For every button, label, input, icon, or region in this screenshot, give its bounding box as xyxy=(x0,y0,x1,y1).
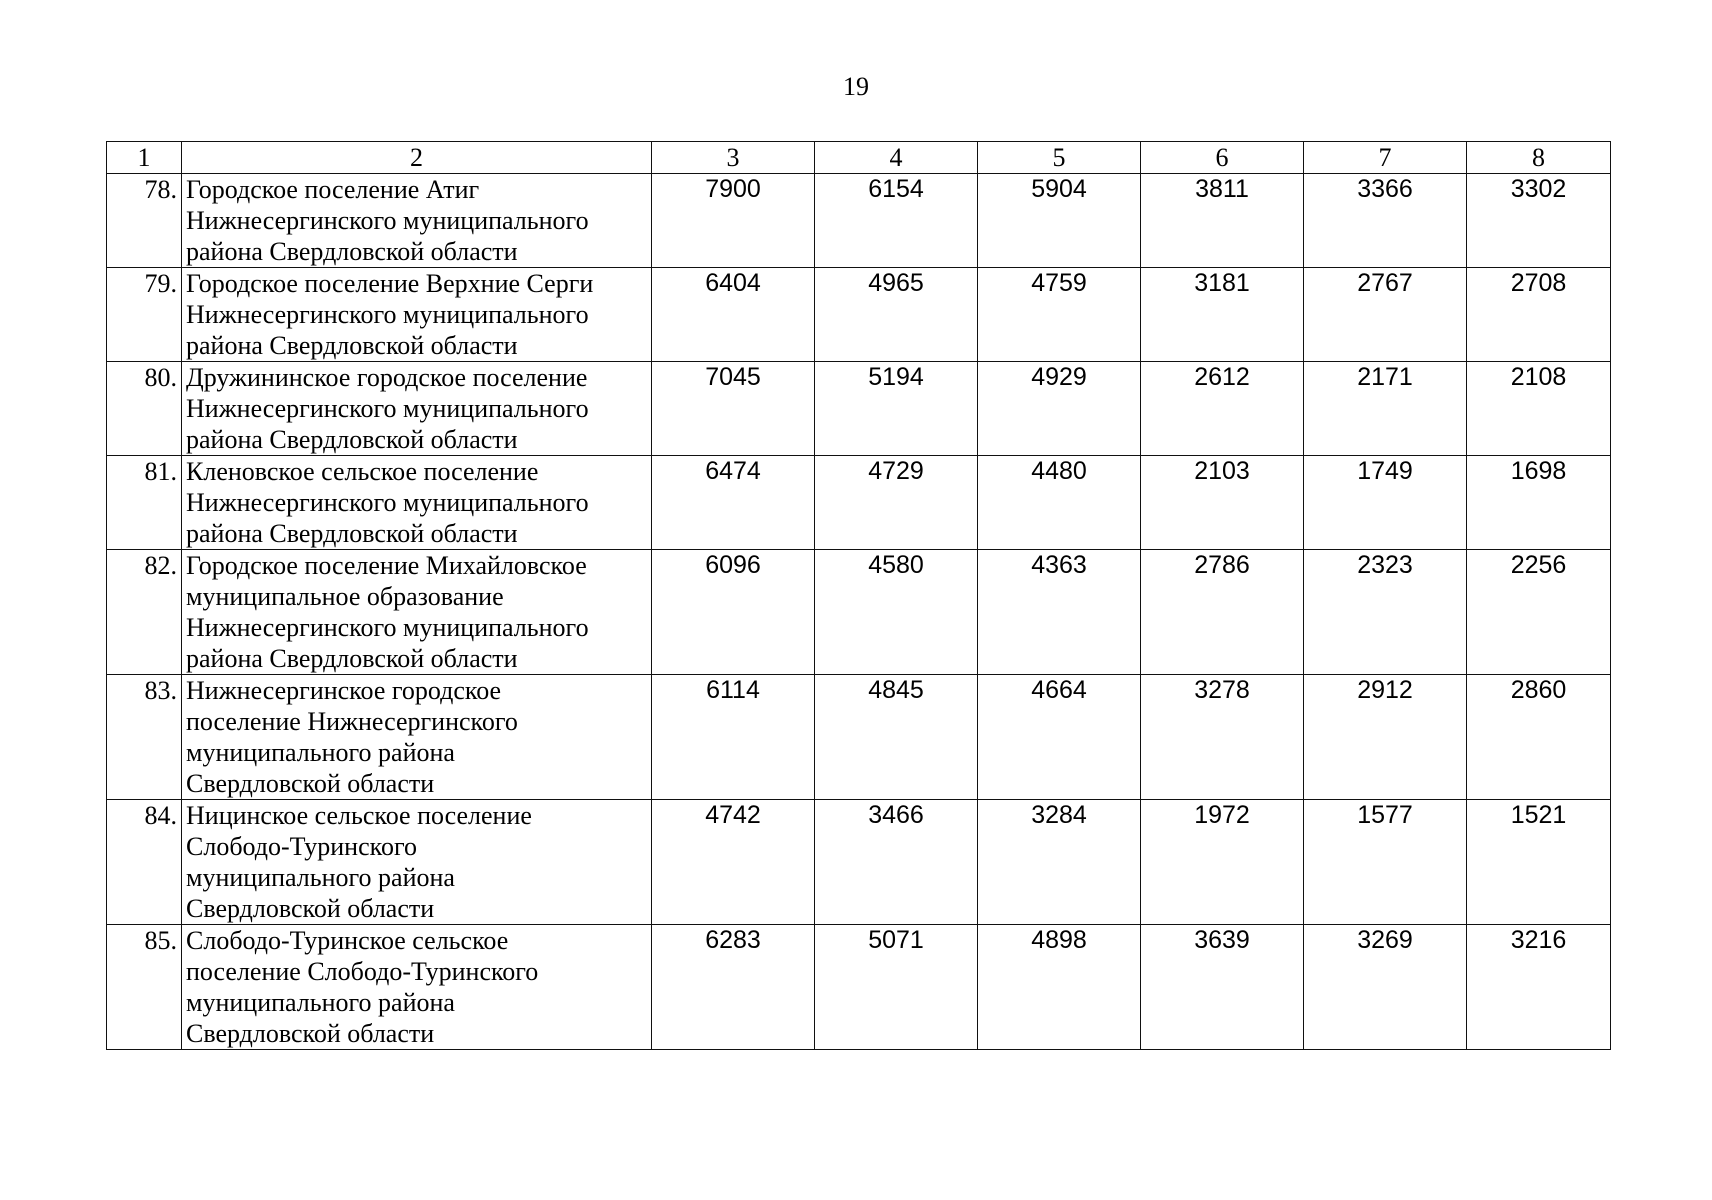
name-line: района Свердловской области xyxy=(186,331,518,360)
value-cell: 4965 xyxy=(815,268,978,362)
row-number: 78. xyxy=(107,174,182,268)
value-cell: 3811 xyxy=(1141,174,1304,268)
name-line: муниципального района xyxy=(186,738,455,767)
name-line: Городское поселение Атиг xyxy=(186,175,480,204)
row-number: 81. xyxy=(107,456,182,550)
name-line: района Свердловской области xyxy=(186,519,518,548)
value-cell: 2171 xyxy=(1304,362,1467,456)
row-number: 80. xyxy=(107,362,182,456)
row-number: 85. xyxy=(107,925,182,1050)
value-cell: 2323 xyxy=(1304,550,1467,675)
municipality-name xyxy=(182,362,652,456)
value-cell: 6474 xyxy=(652,456,815,550)
table-header-row xyxy=(107,142,1611,174)
name-line: Свердловской области xyxy=(186,769,435,798)
name-line: муниципального района xyxy=(186,863,455,892)
column-header: 5 xyxy=(978,142,1141,174)
page-number: 19 xyxy=(843,72,869,101)
table-row xyxy=(107,362,1611,456)
name-line: Дружининское городское поселение xyxy=(186,363,588,392)
value-cell: 4898 xyxy=(978,925,1141,1050)
name-line: поселение Нижнесергинского xyxy=(186,707,518,736)
row-number: 84. xyxy=(107,800,182,925)
value-cell: 1698 xyxy=(1467,456,1611,550)
value-cell: 2767 xyxy=(1304,268,1467,362)
value-cell: 6404 xyxy=(652,268,815,362)
name-line: Слободо-Туринское сельское xyxy=(186,926,509,955)
value-cell: 3269 xyxy=(1304,925,1467,1050)
municipality-name xyxy=(182,550,652,675)
column-header: 3 xyxy=(652,142,815,174)
table-row xyxy=(107,675,1611,800)
name-line: Нижнесергинского муниципального xyxy=(186,488,589,517)
table-row xyxy=(107,800,1611,925)
column-header: 6 xyxy=(1141,142,1304,174)
name-line: Нижнесергинского муниципального xyxy=(186,613,589,642)
municipality-name xyxy=(182,925,652,1050)
value-cell: 4664 xyxy=(978,675,1141,800)
row-number: 79. xyxy=(107,268,182,362)
value-cell: 3302 xyxy=(1467,174,1611,268)
value-cell: 2786 xyxy=(1141,550,1304,675)
row-number: 83. xyxy=(107,675,182,800)
value-cell: 2860 xyxy=(1467,675,1611,800)
name-line: поселение Слободо-Туринского xyxy=(186,957,539,986)
row-number: 82. xyxy=(107,550,182,675)
value-cell: 2256 xyxy=(1467,550,1611,675)
value-cell: 3284 xyxy=(978,800,1141,925)
name-line: Ницинское сельское поселение xyxy=(186,801,532,830)
name-line: района Свердловской области xyxy=(186,237,518,266)
column-header: 7 xyxy=(1304,142,1467,174)
value-cell: 4729 xyxy=(815,456,978,550)
value-cell: 2612 xyxy=(1141,362,1304,456)
value-cell: 1972 xyxy=(1141,800,1304,925)
value-cell: 3278 xyxy=(1141,675,1304,800)
value-cell: 6154 xyxy=(815,174,978,268)
table-row xyxy=(107,174,1611,268)
value-cell: 4580 xyxy=(815,550,978,675)
value-cell: 7045 xyxy=(652,362,815,456)
name-line: Нижнесергинского муниципального xyxy=(186,206,589,235)
name-line: Городское поселение Верхние Серги xyxy=(186,269,594,298)
name-line: муниципальное образование xyxy=(186,582,504,611)
value-cell: 5071 xyxy=(815,925,978,1050)
value-cell: 3216 xyxy=(1467,925,1611,1050)
value-cell: 1521 xyxy=(1467,800,1611,925)
column-header: 4 xyxy=(815,142,978,174)
municipality-name xyxy=(182,456,652,550)
name-line: Свердловской области xyxy=(186,1019,435,1048)
table-row xyxy=(107,925,1611,1050)
name-line: района Свердловской области xyxy=(186,425,518,454)
value-cell: 3639 xyxy=(1141,925,1304,1050)
municipality-name xyxy=(182,675,652,800)
data-table xyxy=(106,141,1611,1050)
municipality-name xyxy=(182,800,652,925)
column-header: 8 xyxy=(1467,142,1611,174)
name-line: Слободо-Туринского xyxy=(186,832,417,861)
municipality-name xyxy=(182,268,652,362)
name-line: района Свердловской области xyxy=(186,644,518,673)
column-header: 1 xyxy=(107,142,182,174)
value-cell: 5904 xyxy=(978,174,1141,268)
value-cell: 6096 xyxy=(652,550,815,675)
name-line: Свердловской области xyxy=(186,894,435,923)
table-row xyxy=(107,268,1611,362)
name-line: Городское поселение Михайловское xyxy=(186,551,587,580)
value-cell: 2912 xyxy=(1304,675,1467,800)
value-cell: 3366 xyxy=(1304,174,1467,268)
value-cell: 6114 xyxy=(652,675,815,800)
value-cell: 4759 xyxy=(978,268,1141,362)
value-cell: 2108 xyxy=(1467,362,1611,456)
name-line: Нижнесергинского муниципального xyxy=(186,300,589,329)
value-cell: 5194 xyxy=(815,362,978,456)
value-cell: 7900 xyxy=(652,174,815,268)
municipality-name xyxy=(182,174,652,268)
table-row xyxy=(107,456,1611,550)
value-cell: 3466 xyxy=(815,800,978,925)
value-cell: 2103 xyxy=(1141,456,1304,550)
value-cell: 3181 xyxy=(1141,268,1304,362)
value-cell: 2708 xyxy=(1467,268,1611,362)
value-cell: 4363 xyxy=(978,550,1141,675)
value-cell: 4480 xyxy=(978,456,1141,550)
value-cell: 1577 xyxy=(1304,800,1467,925)
value-cell: 1749 xyxy=(1304,456,1467,550)
name-line: Нижнесергинское городское xyxy=(186,676,502,705)
name-line: муниципального района xyxy=(186,988,455,1017)
value-cell: 4845 xyxy=(815,675,978,800)
name-line: Нижнесергинского муниципального xyxy=(186,394,589,423)
value-cell: 4929 xyxy=(978,362,1141,456)
column-header: 2 xyxy=(182,142,652,174)
name-line: Кленовское сельское поселение xyxy=(186,457,539,486)
table-row xyxy=(107,550,1611,675)
value-cell: 4742 xyxy=(652,800,815,925)
value-cell: 6283 xyxy=(652,925,815,1050)
